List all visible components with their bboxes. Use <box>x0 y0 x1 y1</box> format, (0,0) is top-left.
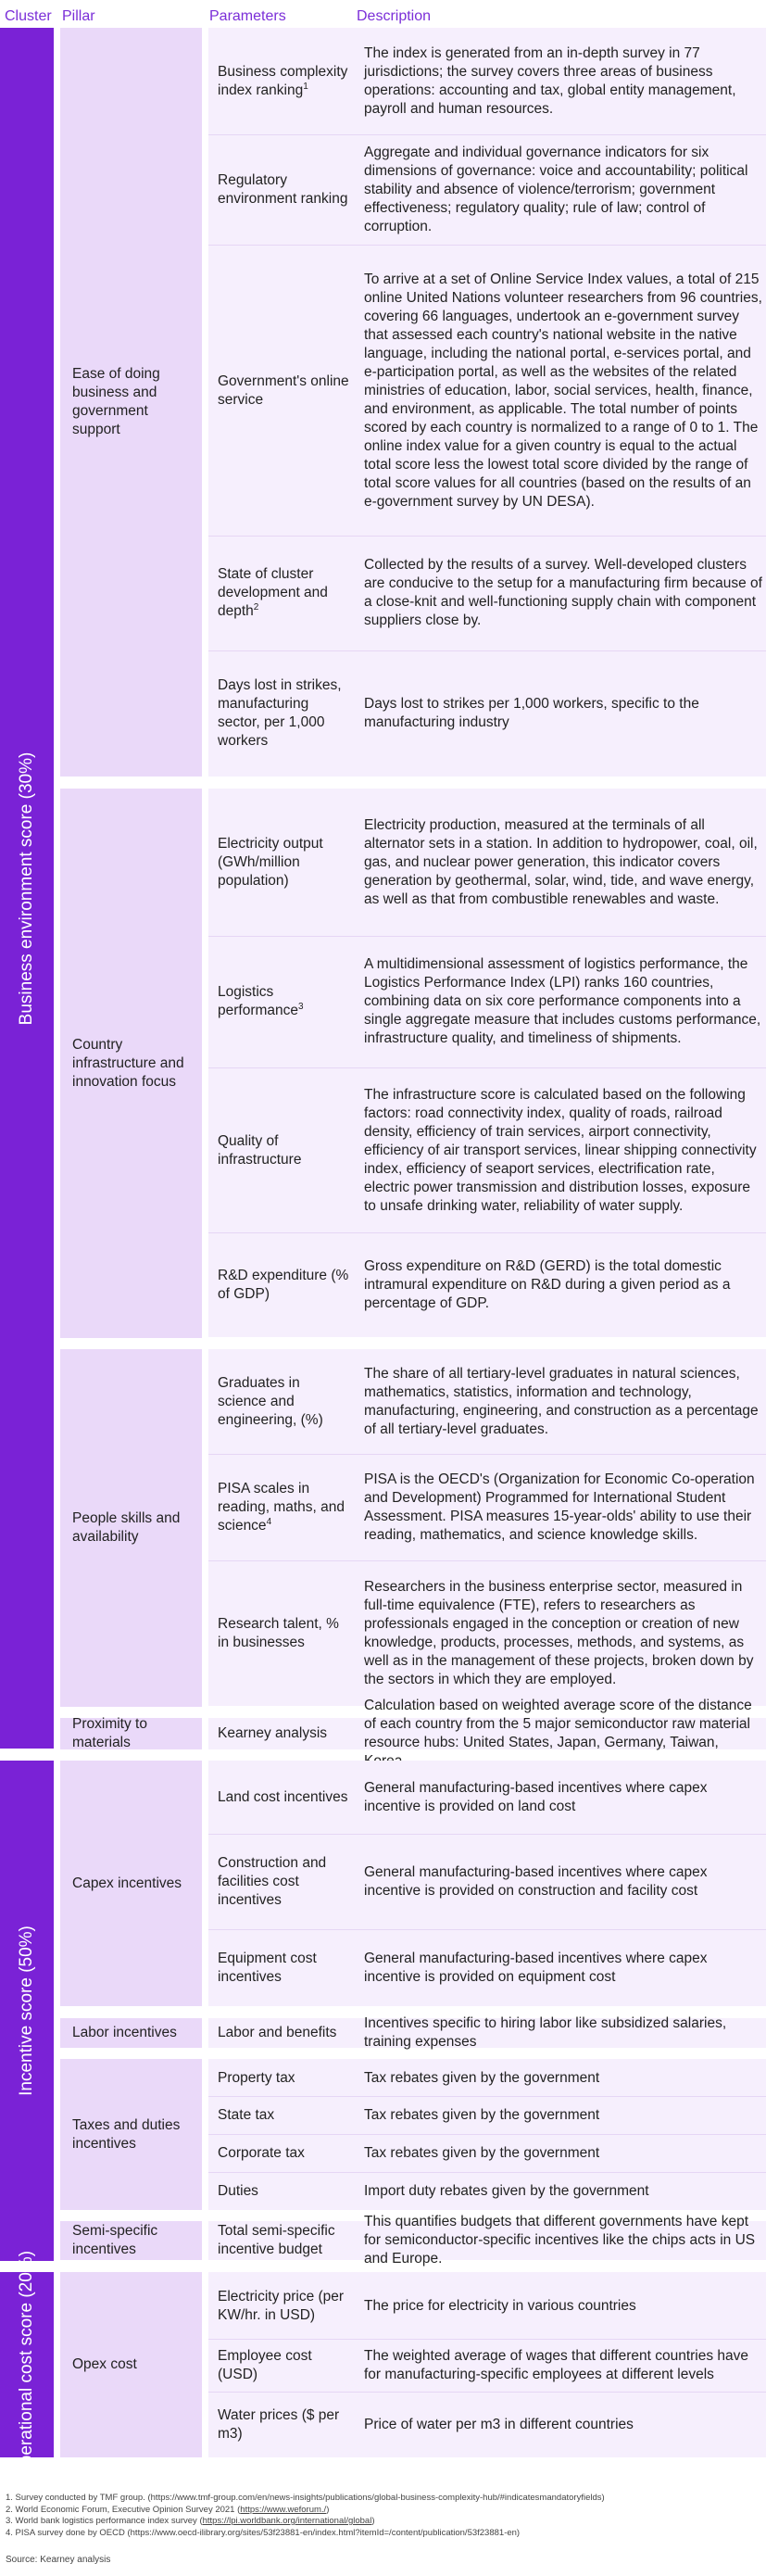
pillar-cell <box>60 2272 202 2457</box>
parameter-label: Duties <box>218 2182 258 2199</box>
description-cell <box>355 650 766 777</box>
description-cell <box>355 2015 766 2050</box>
parameter-cell <box>208 2096 355 2134</box>
parameter-cell <box>208 2339 355 2392</box>
footnote-marker: 4 <box>266 1516 272 1527</box>
parameter-cell <box>208 1718 355 1749</box>
description-cell <box>355 2059 766 2097</box>
description-text: General manufacturing-based incentives where capex incentive is provided on equipment cost <box>364 1950 708 1985</box>
description-cell <box>355 1698 766 1750</box>
pillar-cell <box>60 2018 202 2048</box>
parameter-text <box>218 1615 351 1652</box>
description-text: Researchers in the business enterprise sector, measured in full-time equivalence (FTE), refers to researchers as professionals engaged in the conception or creation of new knowledge, products, processes, methods, and systems, as well as in the management of these projects, broken down by the sectors in which they are employed. <box>364 1578 754 1687</box>
parameter-label: Logistics performance <box>218 984 299 1018</box>
pillar-cell <box>60 1349 202 1707</box>
cluster-cell <box>0 1761 54 2261</box>
parameter-cell <box>208 1232 355 1337</box>
description-text: This quantifies budgets that different governments have kept for semiconductor-specific incentives like the chips acts in US and Europe. <box>364 2214 756 2267</box>
row-divider <box>208 1454 766 1455</box>
pillar-label: People skills and availability <box>72 1510 181 1545</box>
parameter-text <box>218 63 351 100</box>
row-divider <box>208 134 766 135</box>
parameter-label: State of cluster development and depth <box>218 566 328 619</box>
description-cell <box>355 1067 766 1233</box>
description-text: Gross expenditure on R&D (GERD) is the total domestic intramural expenditure on R&D during a given period as a percentage of GDP. <box>364 1257 731 1311</box>
row-divider <box>208 1929 766 1930</box>
pillar-cell <box>60 1761 202 2006</box>
cluster-label: Business environment score (30%) <box>17 751 36 1025</box>
parameter-cell <box>208 134 355 245</box>
parameter-cell <box>208 1834 355 1929</box>
parameter-text <box>218 2024 351 2042</box>
parameter-text <box>218 171 351 208</box>
parameter-text <box>218 1267 351 1304</box>
header-cluster: Cluster <box>5 8 52 24</box>
cluster-cell <box>0 2250 54 2480</box>
pillar-cell <box>60 2221 202 2260</box>
parameter-text <box>218 2069 351 2088</box>
parameter-cell <box>208 1560 355 1706</box>
description-cell <box>355 1929 766 2006</box>
parameter-text <box>218 983 351 1020</box>
source-note: Source: Kearney analysis <box>6 2555 111 2565</box>
description-text: To arrive at a set of Online Service Index values, a total of 215 online United Nations volunteer researchers from 96 countries, covering 66 languages, undertook an e-government survey that assessed each country's national website in the native language, including the national portal, e-services portal, and e-participation portal, as well as the websites of the related ministries of education, labor, social services, health, finance, and environment, as applicable. The total number of points scored by each country is normalized to a range of 0 to 1. The online index value for a given country is equal to the actual total score less the lowest total score divided by the range of total score values for all countries (based on the results of an e-government survey by UN DESA). <box>364 271 762 510</box>
parameter-cell <box>208 2059 355 2097</box>
parameter-cell <box>208 28 355 134</box>
header-parameters: Parameters <box>209 8 286 24</box>
parameter-text <box>218 1374 351 1430</box>
parameter-cell <box>208 2134 355 2172</box>
parameter-label: Graduates in science and engineering, (%) <box>218 1374 323 1428</box>
description-cell <box>355 2272 766 2340</box>
description-cell <box>355 536 766 650</box>
description-text: Incentives specific to hiring labor like subsidized salaries, training expenses <box>364 2015 727 2050</box>
parameter-label: R&D expenditure (% of GDP) <box>218 1267 349 1302</box>
description-text: Tax rebates given by the government <box>364 2144 600 2161</box>
parameter-text <box>218 2347 351 2384</box>
description-cell <box>355 1454 766 1560</box>
pillar-label: Country infrastructure and innovation focus <box>72 1036 184 1090</box>
description-cell <box>355 2214 766 2267</box>
parameter-cell <box>208 789 355 936</box>
row-divider <box>208 2339 766 2340</box>
description-cell <box>355 28 766 134</box>
parameter-label: Business complexity index ranking <box>218 63 348 98</box>
parameter-text <box>218 2222 351 2259</box>
parameter-text <box>218 373 351 410</box>
row-divider <box>208 2392 766 2393</box>
description-text: Calculation based on weighted average score of the distance of each country from the 5 major semiconductor raw material resource hubs: United States, Japan, Germany, Taiwan, <box>364 1698 752 1750</box>
parameter-cell <box>208 536 355 650</box>
pillar-label: Ease of doing business and government support <box>72 366 160 437</box>
description-cell <box>355 1349 766 1454</box>
description-cell <box>355 2339 766 2392</box>
parameter-label: Employee cost (USD) <box>218 2347 312 2382</box>
footnote-marker: 3 <box>298 1001 304 1012</box>
parameter-cell <box>208 1067 355 1233</box>
description-text: PISA is the OECD's (Organization for Economic Co-operation and Development) Programmed for International Student Assessment. PISA measures 15-year-olds' ability to use their reading, mathematics, and science knowledge skills. <box>364 1471 755 1543</box>
parameter-cell <box>208 2221 355 2260</box>
pillar-label: Semi-specific incentives <box>72 2223 158 2257</box>
parameter-label: Land cost incentives <box>218 1789 348 1805</box>
pillar-cell <box>60 2059 202 2210</box>
footnotes <box>6 2493 760 2539</box>
parameter-text <box>218 835 351 890</box>
description-cell <box>355 936 766 1067</box>
parameter-label: Regulatory environment ranking <box>218 171 348 207</box>
description-text: Collected by the results of a survey. Well-developed clusters are conducive to the setup for a manufacturing firm because of a close-knit and well-functioning supply chain with component suppliers close by. <box>364 557 762 628</box>
description-text: The weighted average of wages that different countries have for manufacturing-specific employees at different levels <box>364 2347 749 2382</box>
parameter-label: Water prices ($ per m3) <box>218 2406 340 2442</box>
parameter-text <box>218 676 351 751</box>
parameter-cell <box>208 2392 355 2457</box>
parameter-cell <box>208 650 355 777</box>
cluster-label: Operational cost score (20%) <box>17 2250 36 2480</box>
parameter-text <box>218 1854 351 1910</box>
parameter-label: Electricity output (GWh/million population) <box>218 835 323 889</box>
pillar-cell <box>60 1718 202 1749</box>
footnote-link[interactable]: https://www.weforum./ <box>240 2504 327 2515</box>
description-cell <box>355 134 766 245</box>
footnote: 4. PISA survey done by OECD (https://www.oecd-ilibrary.org/sites/53f23881-en/index.html?itemId=/content/publication/53f23881-en) <box>6 2527 521 2538</box>
parameter-text <box>218 1788 351 1807</box>
description-text: The infrastructure score is calculated based on the following factors: road connectivity index, quality of roads, railroad density, efficiency of train services, airport connectivity, efficiency of air transport services, linear shipping connectivity index, efficiency of seaport services, electrification rate, electric power transmission and distribution losses, exposure to unsafe drinking water, reliability of water supply. <box>364 1086 757 1214</box>
parameter-label: Days lost in strikes, manufacturing sector, per 1,000 workers <box>218 677 342 749</box>
parameter-text <box>218 1132 351 1169</box>
parameter-cell <box>208 1454 355 1560</box>
parameter-cell <box>208 2272 355 2340</box>
footnote: 3. World bank logistics performance index survey (https://lpi.worldbank.org/international/global) <box>6 2516 375 2526</box>
parameter-text <box>218 1724 351 1743</box>
description-text: The price for electricity in various countries <box>364 2297 636 2314</box>
row-divider <box>208 2134 766 2135</box>
description-text: The index is generated from an in-depth survey in 77 jurisdictions; the survey covers three areas of business operations: accounting and tax, global entity management, payroll and human resources. <box>364 44 736 117</box>
pillar-label: Taxes and duties incentives <box>72 2116 181 2152</box>
row-divider <box>208 1067 766 1068</box>
row-divider <box>208 936 766 937</box>
description-text: Days lost to strikes per 1,000 workers, specific to the manufacturing industry <box>364 696 699 730</box>
parameter-text <box>218 2288 351 2325</box>
parameter-label: PISA scales in reading, maths, and science <box>218 1480 345 1534</box>
parameter-text <box>218 1950 351 1987</box>
pillar-cell <box>60 789 202 1338</box>
parameter-label: Government's online service <box>218 373 349 408</box>
description-text: General manufacturing-based incentives where capex incentive is provided on land cost <box>364 1780 708 1814</box>
parameter-text <box>218 1480 351 1535</box>
table-header <box>0 0 766 28</box>
pillar-label: Labor incentives <box>72 2025 177 2040</box>
description-text: Aggregate and individual governance indicators for six dimensions of governance: voice and accountability; political stability and absence of violence/terrorism; government effectiveness; regulatory quality; rule of law; control of corruption. <box>364 144 748 234</box>
description-text: Tax rebates given by the government <box>364 2069 600 2086</box>
parameter-cell <box>208 245 355 537</box>
footnote: 1. Survey conducted by TMF group. (https://www.tmf-group.com/en/news-insights/publications/global-business-complexity-hub/#indicatesmandatoryfields) <box>6 2493 605 2503</box>
description-cell <box>355 2134 766 2172</box>
row-divider <box>208 2172 766 2173</box>
footnote: 2. World Economic Forum, Executive Opinion Survey 2021 (https://www.weforum./) <box>6 2504 330 2515</box>
footnote-link[interactable]: https://lpi.worldbank.org/international/global <box>202 2516 372 2526</box>
parameter-label: Quality of infrastructure <box>218 1132 302 1168</box>
parameter-cell <box>208 1349 355 1454</box>
description-text: Tax rebates given by the government <box>364 2106 600 2123</box>
description-text: General manufacturing-based incentives where capex incentive is provided on construction and facility cost <box>364 1863 708 1899</box>
row-divider <box>208 1834 766 1835</box>
description-cell <box>355 1560 766 1706</box>
parameter-label: Kearney analysis <box>218 1725 328 1741</box>
description-text: Import duty rebates given by the government <box>364 2182 649 2199</box>
description-cell <box>355 1834 766 1929</box>
row-divider <box>208 2096 766 2097</box>
header-pillar: Pillar <box>62 8 95 24</box>
parameter-text <box>218 565 351 621</box>
cluster-label: Incentive score (50%) <box>17 1926 36 2096</box>
parameter-label: Property tax <box>218 2069 295 2086</box>
description-cell <box>355 2392 766 2457</box>
footnote-marker: 2 <box>253 601 259 612</box>
description-cell <box>355 245 766 537</box>
pillar-cell <box>60 28 202 777</box>
parameter-text <box>218 2182 351 2201</box>
parameter-text <box>218 2106 351 2125</box>
parameter-cell <box>208 2018 355 2048</box>
parameter-label: Labor and benefits <box>218 2025 337 2040</box>
row-divider <box>208 1232 766 1233</box>
footnote-marker: 1 <box>303 81 308 92</box>
description-cell <box>355 2096 766 2134</box>
description-cell <box>355 1232 766 1337</box>
description-text: The share of all tertiary-level graduates in natural sciences, mathematics, statistics, information and technology, manufacturing, engineering, and construction as a percentage of all tertiary-level graduates. <box>364 1365 759 1437</box>
parameter-label: Research talent, % in businesses <box>218 1615 339 1650</box>
row-divider <box>208 650 766 651</box>
parameter-text <box>218 2406 351 2443</box>
description-text: Electricity production, measured at the terminals of all alternator sets in a station. In addition to hydropower, coal, oil, gas, and nuclear power generation, this indicator covers generation by geothermal, solar, wind, tide, and wave energy, as well as that from combustible renewables and waste. <box>364 816 758 907</box>
description-cell <box>355 789 766 936</box>
row-divider <box>208 245 766 246</box>
parameter-label: Corporate tax <box>218 2144 305 2161</box>
parameter-label: State tax <box>218 2106 275 2123</box>
description-cell <box>355 2172 766 2210</box>
description-text: Price of water per m3 in different countries <box>364 2416 634 2432</box>
pillar-label: Opex cost <box>72 2356 137 2372</box>
parameter-label: Equipment cost incentives <box>218 1950 317 1985</box>
header-description: Description <box>357 8 432 24</box>
description-cell <box>355 1761 766 1835</box>
parameter-label: Total semi-specific incentive budget <box>218 2223 335 2257</box>
pillar-label: Proximity to materials <box>72 1716 147 1750</box>
parameter-cell <box>208 1929 355 2006</box>
parameter-label: Construction and facilities cost incentives <box>218 1854 327 1908</box>
parameter-cell <box>208 1761 355 1835</box>
pillar-label: Capex incentives <box>72 1875 182 1891</box>
parameter-text <box>218 2144 351 2163</box>
cluster-cell <box>0 28 54 1749</box>
row-divider <box>208 536 766 537</box>
description-text: A multidimensional assessment of logistics performance, the Logistics Performance Index (LPI) ranks 160 countries, combining data on six core performance components into a single aggregate measure that includes customs performance, infrastructure quality, and timeliness of shipments. <box>364 956 761 1046</box>
parameter-cell <box>208 2172 355 2210</box>
parameter-label: Electricity price (per KW/hr. in USD) <box>218 2288 345 2323</box>
parameter-cell <box>208 936 355 1067</box>
row-divider <box>208 1560 766 1561</box>
